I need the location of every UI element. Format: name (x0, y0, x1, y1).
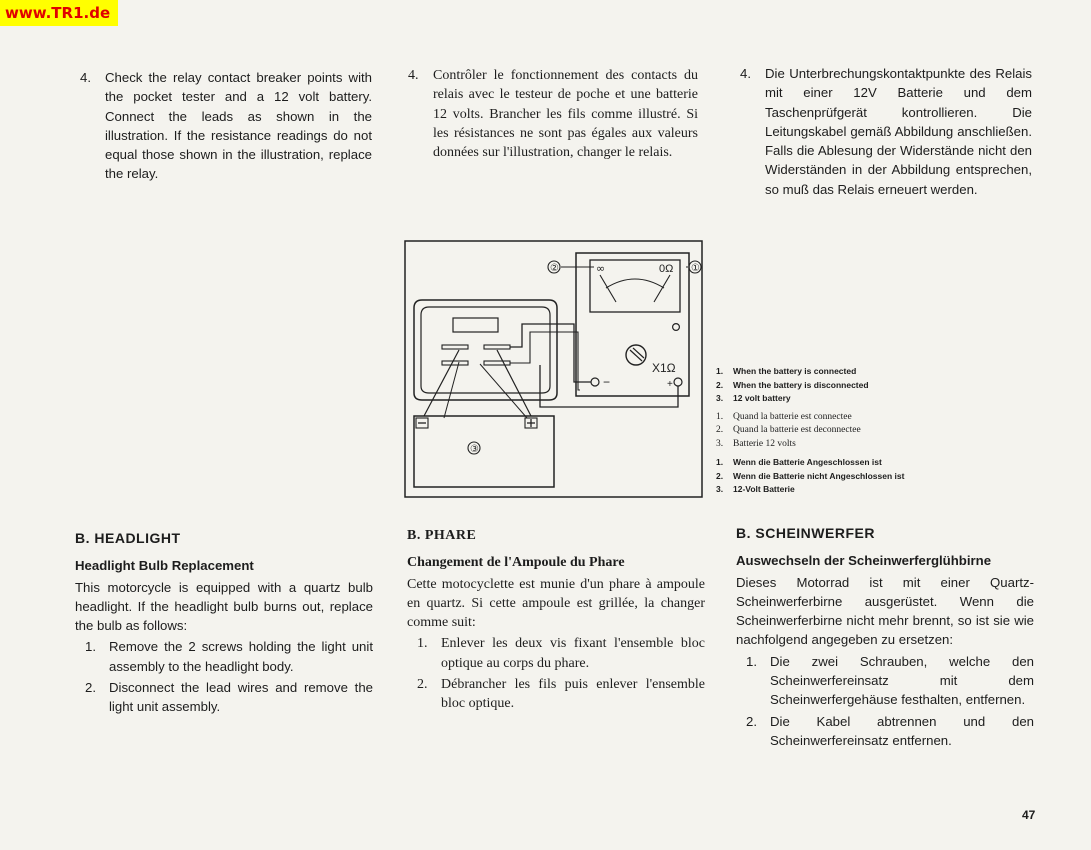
step-number: 4. (80, 70, 91, 85)
step-number: 1. (85, 639, 96, 655)
callout-1: ① (691, 263, 700, 274)
callout-2: ② (550, 263, 559, 274)
legend-text: When the battery is disconnected (733, 379, 869, 390)
figure-legend (716, 365, 904, 502)
legend-text: When the battery is connected (733, 366, 857, 376)
intro-paragraph: Dieses Motorrad ist mit einer Quartz-Scheinwerferbirne ausgerüstet. Wenn die Scheinwerferbirne nicht mehr brennt, so ist sie wie nachfolgend angegeben zu ersetzen: (736, 574, 1034, 648)
relay-test-svg (404, 240, 704, 500)
intro-paragraph: This motorcycle is equipped with a quartz bulb headlight. If the headlight bulb burns out, replace the bulb as follows: (75, 579, 373, 634)
relay-test-diagram (404, 240, 704, 505)
legend-fr (716, 411, 904, 452)
section-heading: B. PHARE (407, 528, 477, 543)
legend-en (716, 365, 904, 406)
relay-inner (421, 307, 550, 393)
headlight-fr (407, 526, 705, 716)
callout-3: ③ (470, 444, 479, 455)
step-text: Enlever les deux vis fixant l'ensemble bloc optique au corps du phare. (441, 636, 705, 671)
step-text: Die Unterbrechungskontaktpunkte des Relais mit einer 12V Batterie und dem Taschenprüfgerät kontrollieren. Die Leitungskabel gemäß Abbildung anschließen. Falls die Ablesung der Widerstände nicht den Widerständen in der Abbildung entsprechen, so muß das Relais erneuert werden. (765, 66, 1032, 197)
headlight-en (75, 529, 373, 719)
section-subheading: Changement de l'Ampoule du Phare (407, 555, 625, 571)
section-heading: B. SCHEINWERFER (736, 525, 875, 541)
legend-num: 2. (716, 425, 724, 435)
step-number: 1. (746, 653, 757, 669)
legend-text: Quand la batterie est deconnectee (733, 425, 861, 435)
steps-list (736, 652, 1034, 750)
legend-text: Wenn die Batterie nicht Angeschlossen ist (733, 470, 905, 481)
intro-paragraph: Cette motocyclette est munie d'un phare à ampoule en quartz. Si cette ampoule est grillée, la changer comme suit: (407, 576, 705, 631)
legend-num: 1. (716, 366, 724, 376)
legend-num: 3. (716, 484, 724, 494)
legend-num: 1. (716, 457, 724, 467)
step-number: 2. (746, 713, 757, 729)
step-number: 4. (408, 68, 419, 83)
legend-text: Wenn die Batterie Angeschlossen ist (733, 457, 882, 467)
step-text: Disconnect the lead wires and remove the light unit assembly. (109, 680, 373, 715)
terminal-plus (674, 378, 682, 386)
relay-outer (414, 300, 557, 400)
meter-scale (606, 279, 664, 288)
legend-num: 1. (716, 411, 724, 422)
step-number: 2. (417, 677, 428, 693)
step4-fr (408, 66, 698, 162)
section-heading: B. HEADLIGHT (75, 530, 181, 546)
section-subheading: Headlight Bulb Replacement (75, 558, 254, 574)
headlight-de (736, 524, 1034, 752)
step-number: 2. (85, 680, 96, 696)
step-text: Remove the 2 screws holding the light unit assembly to the headlight body. (109, 639, 373, 674)
range-label: X1Ω (652, 361, 676, 375)
steps-list (75, 637, 373, 716)
page-number: 47 (1022, 808, 1036, 822)
minus-label: − (603, 375, 611, 389)
legend-num: 2. (716, 379, 724, 390)
legend-text: 12 volt battery (733, 393, 791, 403)
step-text: Check the relay contact breaker points with the pocket tester and a 12 volt battery. Connect the leads as shown in the illustration. If the resistance readings do not equal those shown in the illustration, replace the relay. (105, 70, 372, 182)
step4-en (80, 68, 372, 184)
step4-de (740, 64, 1032, 199)
step-text: Contrôler le fonctionnement des contacts du relais avec le testeur de poche et une batterie 12 volts. Brancher les fils comme illustré. Si les résistances ne sont pas égales aux valeurs données sur l'illustration, changer le relais. (433, 68, 698, 161)
step-text: Die Kabel abtrennen und den Scheinwerfereinsatz entfernen. (770, 713, 1034, 748)
step-number: 1. (417, 636, 428, 652)
step-text: Die zwei Schrauben, welche den Scheinwerfereinsatz mit dem Scheinwerfergehäuse festhalten, entfernen. (770, 653, 1034, 708)
step-number: 4. (740, 66, 751, 81)
legend-text: Batterie 12 volts (733, 438, 796, 449)
legend-text: Quand la batterie est connectee (733, 411, 852, 422)
legend-num: 3. (716, 438, 724, 449)
site-watermark[interactable]: www.TR1.de (0, 0, 118, 26)
terminal-minus (591, 378, 599, 386)
legend-de (716, 456, 904, 497)
steps-list (407, 634, 705, 713)
legend-num: 3. (716, 393, 724, 403)
step-text: Débrancher les fils puis enlever l'ensemble bloc optique. (441, 677, 705, 712)
infinity-mark: ∞ (596, 262, 606, 275)
plus-label: + (667, 379, 673, 390)
battery-12v (414, 416, 554, 487)
legend-num: 2. (716, 470, 724, 481)
section-subheading: Auswechseln der Scheinwerferglühbirne (736, 553, 992, 569)
legend-text: 12-Volt Batterie (733, 484, 795, 494)
zero-ohm-mark: 0Ω (659, 263, 674, 275)
